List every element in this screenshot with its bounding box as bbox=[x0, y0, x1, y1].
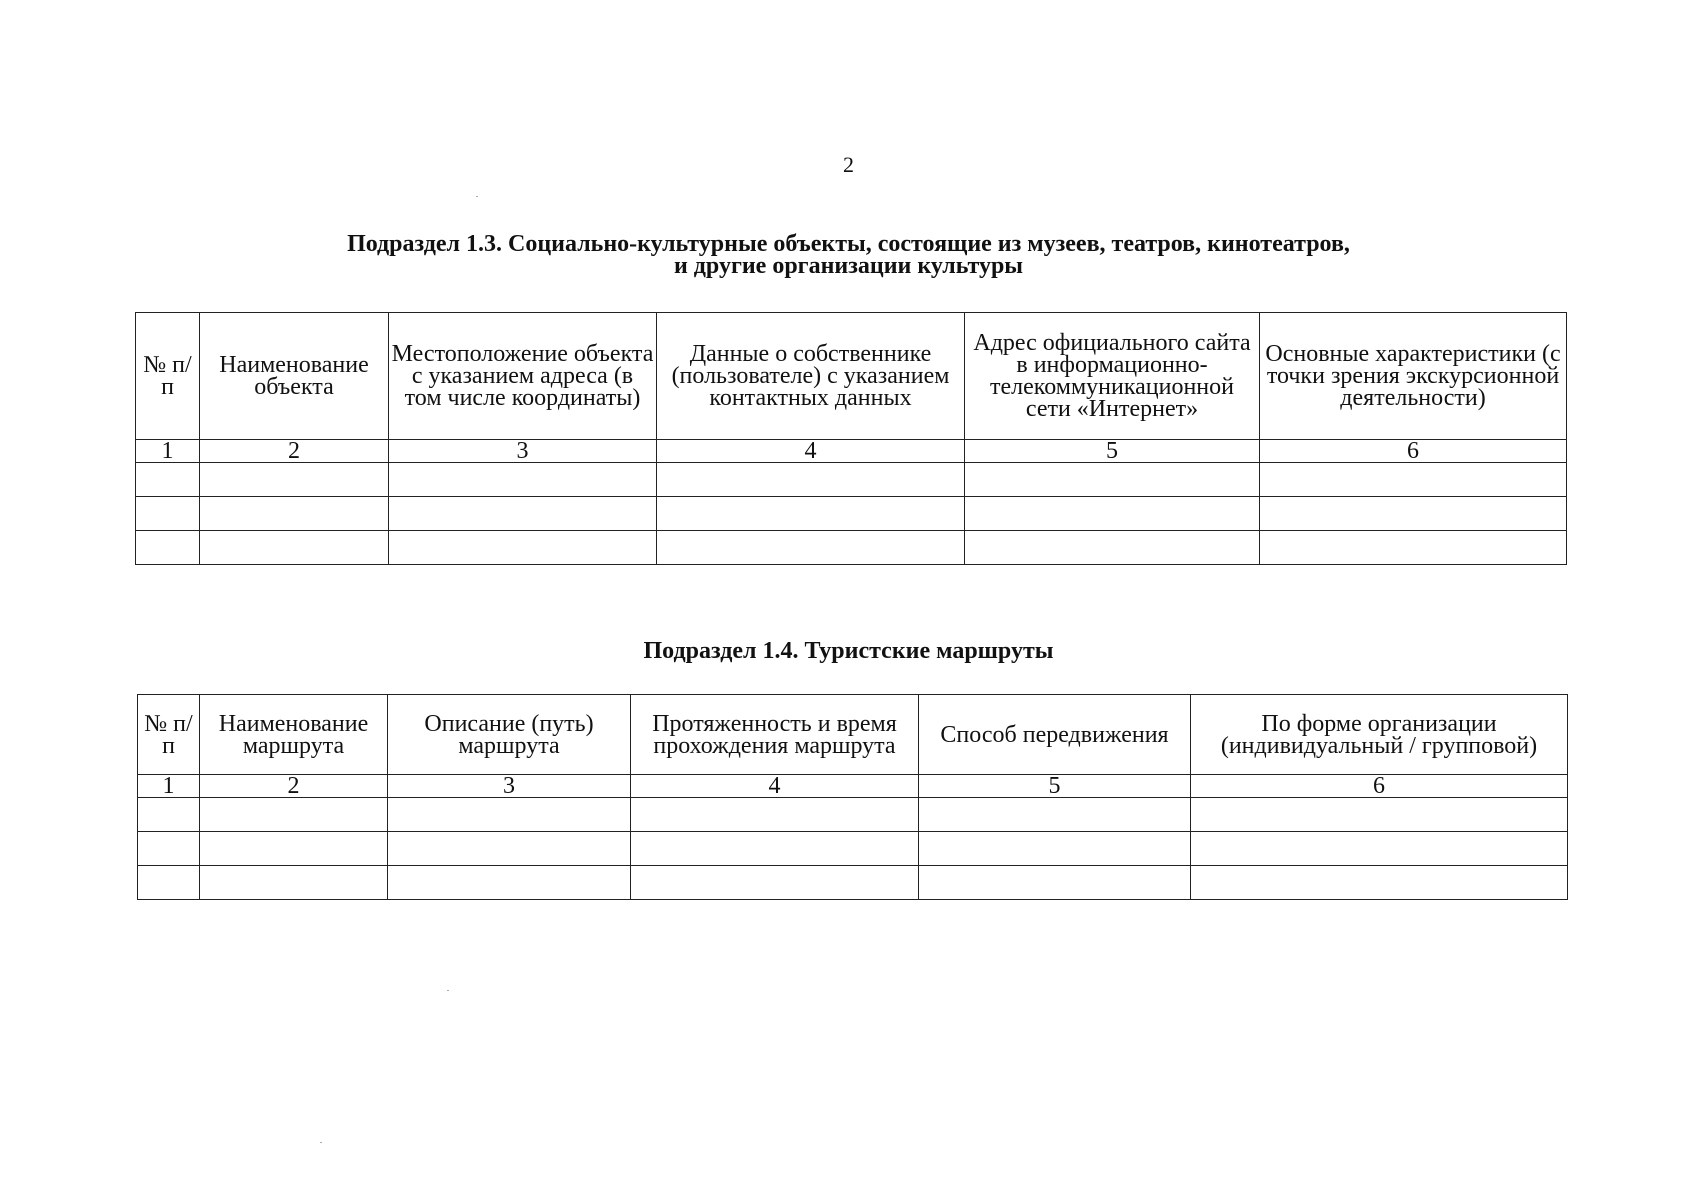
empty-cell bbox=[965, 463, 1260, 497]
empty-cell bbox=[200, 866, 388, 900]
empty-cell bbox=[389, 463, 657, 497]
header-cell: Способ передвижения bbox=[919, 695, 1191, 775]
header-cell: По форме организации (индивидуальный / групповой) bbox=[1191, 695, 1568, 775]
page-number: 2 bbox=[843, 152, 854, 177]
empty-cell bbox=[200, 798, 388, 832]
empty-cell bbox=[138, 866, 200, 900]
table-row bbox=[138, 798, 1568, 832]
empty-cell bbox=[1191, 866, 1568, 900]
empty-cell bbox=[965, 497, 1260, 531]
column-number-cell: 4 bbox=[631, 775, 919, 798]
column-number-cell: 2 bbox=[200, 440, 389, 463]
column-number-row bbox=[138, 775, 1568, 798]
empty-cell bbox=[200, 531, 389, 565]
table-row bbox=[138, 832, 1568, 866]
column-number-cell: 1 bbox=[138, 775, 200, 798]
empty-cell bbox=[631, 798, 919, 832]
header-cell: Местоположение объекта с указанием адреса (в том числе координаты) bbox=[389, 313, 657, 440]
column-number-cell: 5 bbox=[919, 775, 1191, 798]
empty-cell bbox=[919, 832, 1191, 866]
empty-cell bbox=[200, 463, 389, 497]
empty-cell bbox=[919, 798, 1191, 832]
empty-cell bbox=[388, 798, 631, 832]
empty-cell bbox=[1260, 463, 1567, 497]
empty-cell bbox=[657, 463, 965, 497]
header-cell: Наименование маршрута bbox=[200, 695, 388, 775]
section-1-4-table bbox=[137, 694, 1568, 900]
empty-cell bbox=[657, 497, 965, 531]
header-cell: Протяженность и время прохождения маршрута bbox=[631, 695, 919, 775]
empty-cell bbox=[657, 531, 965, 565]
scan-speck bbox=[476, 196, 478, 197]
column-number-cell: 1 bbox=[136, 440, 200, 463]
empty-cell bbox=[138, 798, 200, 832]
column-number-cell: 6 bbox=[1260, 440, 1567, 463]
header-cell: Основные характеристики (с точки зрения экскурсионной деятельности) bbox=[1260, 313, 1567, 440]
header-cell: Описание (путь) маршрута bbox=[388, 695, 631, 775]
section-1-3-title bbox=[0, 233, 1697, 277]
table-header-row bbox=[138, 695, 1568, 775]
header-cell: № п/п bbox=[138, 695, 200, 775]
table-row bbox=[138, 866, 1568, 900]
header-cell: Наименование объекта bbox=[200, 313, 389, 440]
column-number-cell: 5 bbox=[965, 440, 1260, 463]
column-number-cell: 4 bbox=[657, 440, 965, 463]
empty-cell bbox=[388, 866, 631, 900]
empty-cell bbox=[136, 463, 200, 497]
table-row bbox=[136, 497, 1567, 531]
column-number-cell: 6 bbox=[1191, 775, 1568, 798]
table-row bbox=[136, 531, 1567, 565]
empty-cell bbox=[388, 832, 631, 866]
column-number-cell: 2 bbox=[200, 775, 388, 798]
empty-cell bbox=[389, 531, 657, 565]
empty-cell bbox=[200, 832, 388, 866]
empty-cell bbox=[1260, 531, 1567, 565]
section-1-4-title: Подраздел 1.4. Туристские маршруты bbox=[643, 638, 1054, 664]
column-number-row bbox=[136, 440, 1567, 463]
empty-cell bbox=[1260, 497, 1567, 531]
empty-cell bbox=[919, 866, 1191, 900]
empty-cell bbox=[631, 866, 919, 900]
scan-speck bbox=[320, 1142, 322, 1143]
section-1-3-title-line1: Подраздел 1.3. Социально-культурные объекты, состоящие из музеев, театров, кинотеатров, bbox=[347, 231, 1350, 257]
section-1-3-title-line2: и другие организации культуры bbox=[673, 253, 1024, 279]
column-number-cell: 3 bbox=[389, 440, 657, 463]
table-header-row bbox=[136, 313, 1567, 440]
header-cell: Данные о собственнике (пользователе) с указанием контактных данных bbox=[657, 313, 965, 440]
column-number-cell: 3 bbox=[388, 775, 631, 798]
empty-cell bbox=[389, 497, 657, 531]
empty-cell bbox=[200, 497, 389, 531]
empty-cell bbox=[631, 832, 919, 866]
empty-cell bbox=[1191, 798, 1568, 832]
header-cell: № п/п bbox=[136, 313, 200, 440]
empty-cell bbox=[138, 832, 200, 866]
empty-cell bbox=[1191, 832, 1568, 866]
section-1-3-table bbox=[135, 312, 1567, 565]
table-row bbox=[136, 463, 1567, 497]
empty-cell bbox=[136, 497, 200, 531]
header-cell: Адрес официального сайта в информационно-телекоммуникационной сети «Интернет» bbox=[965, 313, 1260, 440]
scan-speck bbox=[447, 990, 449, 991]
empty-cell bbox=[965, 531, 1260, 565]
empty-cell bbox=[136, 531, 200, 565]
